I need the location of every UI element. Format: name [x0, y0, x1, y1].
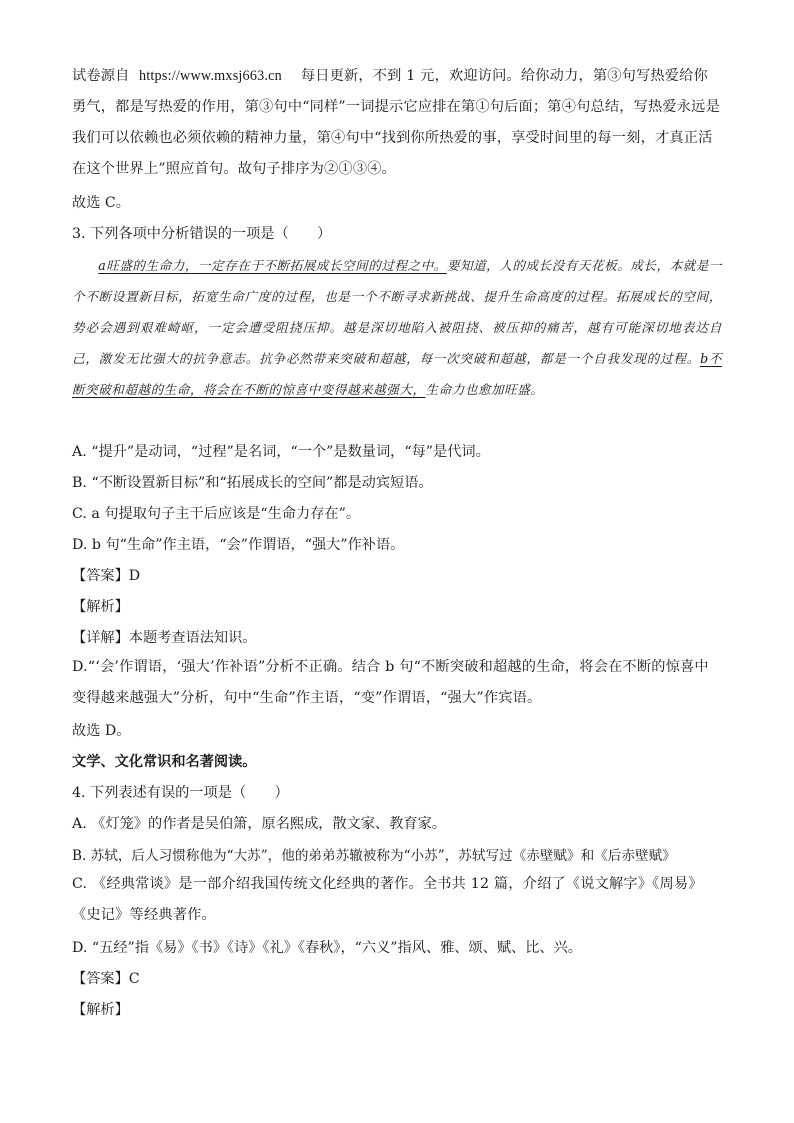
- q4-question: 4. 下列表述有误的一项是（ ）: [72, 785, 289, 801]
- sentence-b: b不断突破和超越的生命，将会在不断的惊喜中变得越来越强大，: [72, 351, 723, 397]
- q4-option-d: D. “五经”指《易》《书》《诗》《礼》《春秋》，“六义”指风、雅、颂、赋、比、兴。: [72, 940, 582, 956]
- q3-option-c: C. a 句提取句子主干后应该是“生命力存在”。: [72, 506, 361, 522]
- q3-answer: 【答案】D: [72, 568, 141, 584]
- passage-body: 要知道，人的成长没有天花板。成长，本就是一个不断设置新目标，拓宽生命广度的过程，也是一个不断寻求新挑战、提升生命高度的过程。拓展成长的空间，势必会遇到艰难崎岖，一定会遭受阻挠压抑。越是深切地陷入被阻挠、被压抑的痛苦，越有可能深切地表达自己，激发无比强大的抗争意志。抗争必然带来突破和超越，每一次突破和超越，都是一个自我发现的过程。: [72, 258, 723, 366]
- previous-answer-paragraph: [72, 61, 722, 185]
- q4-option-a: A. 《灯笼》的作者是吴伯箫，原名熙成，散文家、教育家。: [72, 816, 446, 832]
- source-url[interactable]: https://www.mxsj663.cn: [138, 68, 282, 84]
- passage-end: 生命力也愈加旺盛。: [425, 382, 544, 397]
- q3-choice: 故选 D。: [72, 723, 131, 739]
- q4-answer: 【答案】C: [72, 971, 140, 987]
- q3-passage: [72, 250, 722, 405]
- q3-option-d: D. b 句“生命”作主语，“会”作谓语，“强大”作补语。: [72, 537, 405, 553]
- q4-option-c: C. 《经典常谈》是一部介绍我国传统文化经典的著作。全书共 12 篇，介绍了《说文解字》《周易》《史记》等经典著作。: [72, 876, 703, 923]
- q4-option-b: B. 苏轼，后人习惯称他为“大苏”，他的弟弟苏辙被称为“小苏”，苏轼写过《赤壁赋》和《后赤壁赋》: [72, 848, 676, 864]
- source-prefix: 试卷源自: [72, 68, 130, 84]
- q4-analysis-label: 【解析】: [72, 1002, 129, 1018]
- q2-choice: 故选 C。: [72, 195, 130, 211]
- q3-analysis-label: 【解析】: [72, 599, 129, 615]
- q3-option-b: B. “不断设置新目标”和“拓展成长的空间”都是动宾短语。: [72, 475, 433, 491]
- source-notice: 每日更新，不到 1 元，欢迎访问。: [300, 68, 521, 84]
- q3-question: 3. 下列各项中分析错误的一项是（ ）: [72, 226, 332, 242]
- q3-explanation: D.“‘会’作谓语，‘强大’作补语”分析不正确。结合 b 句“不断突破和超越的生命，将会在不断的惊喜中变得越来越强大”分析，句中“生命”作主语，“变”作谓语，“强大”作宾语。: [72, 659, 709, 706]
- section-title: 文学、文化常识和名著阅读。: [72, 754, 257, 770]
- q3-option-a: A. “提升”是动词，“过程”是名词，“一个”是数量词，“每”是代词。: [72, 444, 490, 460]
- answer-continuation: 给你动力，第③句写热爱给你勇气，都是写热爱的作用，第③句中“同样”一词提示它应排在第①句后面；第④句总结，写热爱永远是我们可以依赖也必须依赖的精神力量，第④句中“找到你所热爱的事，享受时间里的每一刻，才真正活在这个世界上”照应首句。故句子排序为②①③④。: [72, 68, 720, 177]
- q3-detail: 【详解】本题考查语法知识。: [72, 630, 257, 646]
- sentence-a: a旺盛的生命力，一定存在于不断拓展成长空间的过程之中。: [98, 258, 447, 273]
